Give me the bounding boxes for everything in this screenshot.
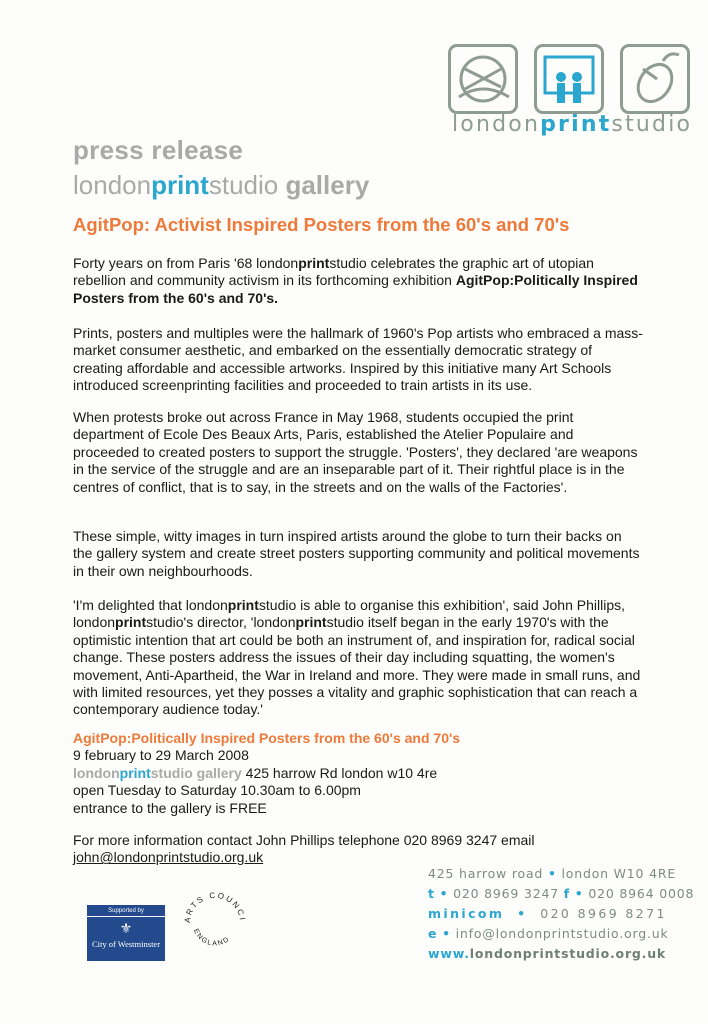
arts-council-text: ARTS COUNCI (182, 890, 248, 924)
contact-email-link[interactable]: john@londonprintstudio.org.uk (73, 849, 264, 866)
event-address: 425 harrow Rd london w10 4re (241, 764, 438, 781)
event-gallery-mid: print (119, 764, 151, 781)
press-release-heading: press release (73, 135, 244, 165)
p5-d: print (115, 614, 147, 631)
event-location (73, 765, 633, 782)
footer-f-value: 020 8964 0008 (588, 886, 695, 901)
footer-e-label: e (428, 926, 438, 941)
logo-text-post: studio (611, 112, 693, 137)
event-title: AgitPop:Politically Inspired Posters from the 60's and 70's (73, 730, 461, 746)
svg-text:ARTS COUNCIL (180, 888, 247, 923)
bullet-icon: • (517, 906, 528, 921)
footer-website (428, 946, 666, 961)
paragraph-protests: When protests broke out across France in May 1968, students occupied the print department of Ecole Des Beaux Arts, Paris, established the Atelier Populaire and proceeded to created posters to support the struggle. 'Posters', they declared 'are weapons in the service of the struggle and are an inseparable part of it. Their rightful place is in the centres of conflict, that is to say, in the streets and on the walls of the Factories'. (73, 409, 638, 495)
mouse-icon (620, 44, 690, 114)
footer-minicom-label: minicom (428, 906, 505, 921)
people-icon (534, 44, 604, 114)
gallery-heading-mid: print (151, 170, 209, 200)
palette-icon (448, 44, 518, 114)
page-title: AgitPop: Activist Inspired Posters from the 60's and 70's (73, 214, 570, 235)
bullet-icon: • (547, 866, 557, 881)
footer-city: london W10 4RE (561, 866, 677, 881)
footer-address (428, 866, 676, 881)
event-gallery-post: studio gallery (150, 764, 242, 781)
footer-phone-fax (428, 886, 694, 901)
logo-wordmark (452, 112, 692, 137)
westminster-supported-by: Supported by (87, 905, 165, 917)
bullet-icon: • (574, 886, 584, 901)
footer-email (428, 926, 668, 941)
footer-t-value: 020 8969 3247 (453, 886, 559, 901)
gallery-heading-end: gallery (278, 170, 370, 200)
footer-minicom (428, 906, 667, 921)
contact-text: For more information contact John Phillips telephone 020 8969 3247 email (73, 832, 535, 848)
p5-c: studio is able to organise this exhibition', said John Phillips, london (73, 597, 626, 631)
paragraph-quote (73, 597, 643, 719)
p1-d: AgitPop:Politically Inspired Posters from the 60's and 70's. (73, 272, 638, 306)
footer-minicom-value: 020 8969 8271 (540, 906, 667, 921)
gallery-heading-post: studio (208, 170, 279, 200)
p1-b: print (298, 255, 330, 271)
footer-web-www: www. (428, 946, 470, 961)
event-gallery-pre: london (73, 764, 120, 781)
p1-a: Forty years on from Paris '68 london (73, 255, 299, 271)
p5-a: 'I'm delighted that london (73, 597, 228, 613)
contact-info (73, 832, 633, 867)
p1-c: studio celebrates the graphic art of utopian rebellion and community activism in its forthcoming exhibition (73, 255, 594, 289)
paragraph-global: These simple, witty images in turn inspired artists around the globe to turn their backs on the gallery system and create street posters supporting community and political movements in their own neighbourhoods. (73, 528, 640, 579)
p5-g: studio itself began in the early 1970's with the optimistic intention that art could be both an instrument of, and inspiration for, radical social change. These posters address the issues of their day including squatting, the women's movement, Anti-Apartheid, the War in Ireland and more. They were made in small runs, and with limited resources, yet they posses a vitality and graphic sophistication that can reach a contemporary audience today.' (73, 614, 641, 718)
p5-b: print (227, 597, 259, 613)
footer-f-label: f (563, 886, 571, 901)
logo-text-mid: print (540, 112, 612, 137)
event-dates: 9 february to 29 March 2008 (73, 747, 249, 764)
svg-text:ENGLAND (192, 928, 231, 948)
p5-f: print (295, 614, 327, 631)
gallery-heading-pre: london (73, 170, 152, 200)
arts-council-logo (180, 888, 250, 958)
footer-e-value[interactable]: info@londonprintstudio.org.uk (455, 926, 669, 941)
bullet-icon: • (439, 886, 449, 901)
crest-icon: ⚜ (119, 920, 133, 936)
westminster-name: City of Westminster (91, 939, 161, 949)
bullet-icon: • (442, 926, 451, 941)
event-details (73, 730, 633, 817)
footer-web-display[interactable]: londonprintstudio.org.uk (469, 946, 667, 961)
p5-e: studio's director, 'london (146, 614, 296, 631)
westminster-logo (87, 905, 165, 961)
event-entrance: entrance to the gallery is FREE (73, 799, 267, 816)
paragraph-pop-artists: Prints, posters and multiples were the hallmark of 1960's Pop artists who embraced a mass-market consumer aesthetic, and embarked on the essentially democratic strategy of creating affordable and accessible artworks. Inspired by this initiative many Art Schools introduced screenprinting facilities and proceeded to train artists in its use. (73, 325, 643, 394)
footer-t-label: t (428, 886, 435, 901)
footer-street: 425 harrow road (428, 866, 544, 881)
gallery-heading (73, 170, 369, 201)
logo-text-pre: london (452, 112, 541, 137)
arts-england-text: ENGLAND (191, 927, 232, 948)
paragraph-intro (73, 255, 643, 307)
event-hours: open Tuesday to Saturday 10.30am to 6.00pm (73, 782, 361, 799)
